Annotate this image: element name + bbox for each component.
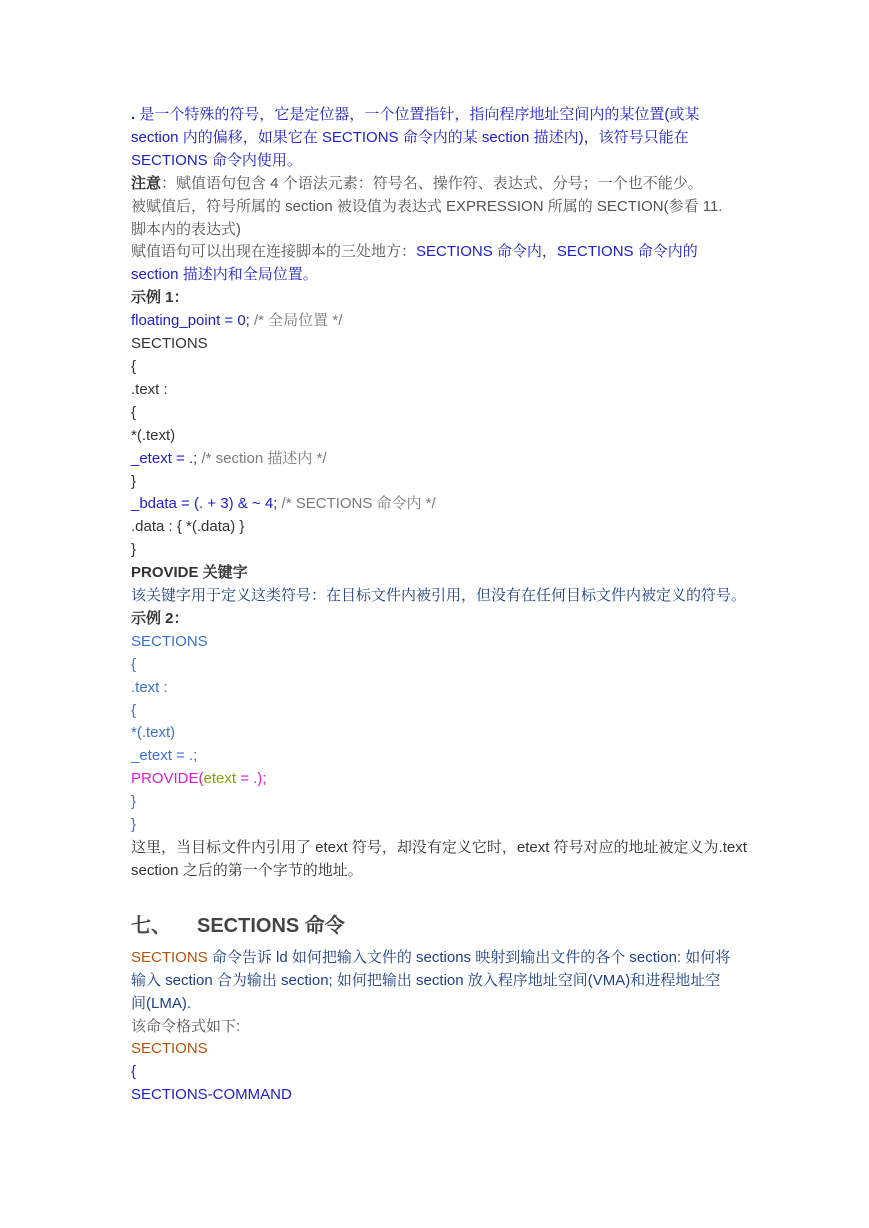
text: 是一个特殊的符号，它是定位器，一个位置指针，指向程序地址空间内的某位置(或某: [135, 106, 700, 123]
text: 命令告诉 ld 如何把输入文件的 sections 映射到输出文件的各个 section: 如何将: [207, 948, 731, 966]
code-text: _bdata = (. + 3) & ~ 4;: [131, 495, 278, 513]
paragraph-line: 被赋值后，符号所属的 section 被设值为表达式 EXPRESSION 所属的 SECTION(参看 11.: [131, 197, 723, 215]
paragraph-line: 脚本内的表达式): [131, 220, 241, 238]
document-page: [131, 104, 751, 1107]
dot-symbol: .: [131, 106, 136, 123]
example1-code: [131, 310, 751, 562]
keyword: SECTIONS: [131, 948, 208, 966]
heading-number: 七、: [131, 914, 171, 937]
code-line: [131, 539, 751, 562]
code-comment: /* SECTIONS 命令内 */: [277, 495, 436, 513]
paragraph-line: 该命令格式如下:: [131, 1017, 241, 1035]
code-text: .data : { *(.data) }: [131, 518, 245, 536]
code-line: [131, 493, 751, 516]
code-text: {: [131, 357, 137, 375]
code-text: {: [131, 403, 137, 421]
code-line: [131, 425, 751, 448]
code-comment: /* section 描述内 */: [197, 449, 327, 467]
code-line: [131, 448, 751, 471]
note-line: [131, 173, 751, 196]
paragraph-line: 间(LMA).: [131, 994, 192, 1012]
text: SECTIONS 命令内，SECTIONS 命令内的: [416, 243, 698, 261]
paragraph-line: [131, 241, 751, 264]
code-line: [131, 516, 751, 539]
code-line: }: [131, 793, 137, 811]
code-text: .text :: [131, 380, 168, 398]
code-line: [131, 379, 751, 402]
code-line: *(.text): [131, 724, 176, 742]
provide-title: PROVIDE 关键字: [131, 564, 248, 582]
text: 赋值语句可以出现在连接脚本的三处地方：: [131, 243, 417, 261]
code-token: (: [198, 770, 204, 788]
code-text: _etext = .;: [131, 449, 198, 467]
paragraph-line: section 之后的第一个字节的地址。: [131, 861, 363, 879]
code-line: SECTIONS: [131, 632, 208, 650]
code-line: [131, 333, 751, 356]
code-line: SECTIONS: [131, 1040, 208, 1058]
code-keyword: PROVIDE: [131, 770, 199, 788]
paragraph-line: 输入 section 合为输出 section; 如何把输出 section 放入程序地址空间(VMA)和进程地址空: [131, 971, 721, 989]
note-text: ：赋值语句包含 4 个语法元素：符号名、操作符、表达式、分号；一个也不能少。: [161, 174, 703, 192]
code-line: {: [131, 701, 137, 719]
code-text: floating_point = 0;: [131, 312, 250, 330]
paragraph-line: 这里，当目标文件内引用了 etext 符号，却没有定义它时，etext 符号对应的地址被定义为.text: [131, 839, 747, 856]
section-heading: [131, 913, 751, 939]
paragraph-line: SECTIONS 命令内使用。: [131, 151, 302, 169]
code-line: _etext = .;: [131, 747, 198, 765]
code-comment: /* 全局位置 */: [249, 312, 343, 330]
code-line: }: [131, 816, 137, 834]
code-line: {: [131, 1063, 137, 1081]
paragraph-line: [131, 947, 751, 970]
code-line: [131, 402, 751, 425]
code-text: *(.text): [131, 426, 176, 444]
code-line: [131, 356, 751, 379]
code-line: {: [131, 655, 137, 673]
example2-code: [131, 631, 751, 768]
code-token: etext: [203, 770, 237, 788]
code-text: SECTIONS: [131, 335, 208, 353]
code-line: SECTIONS-COMMAND: [131, 1086, 292, 1104]
code-text: }: [131, 472, 137, 490]
example-title: 示例 2：: [131, 609, 189, 627]
paragraph-line: [131, 104, 751, 127]
code-token: = .);: [236, 770, 267, 788]
note-label: 注意: [131, 174, 162, 192]
code-text: }: [131, 541, 137, 559]
code-line: [131, 310, 751, 333]
provide-description: 该关键字用于定义这类符号：在目标文件内被引用，但没有在任何目标文件内被定义的符号。: [131, 587, 747, 605]
code-line: [131, 471, 751, 494]
paragraph-line: section 描述内和全局位置。: [131, 266, 318, 284]
code-line: .text :: [131, 678, 168, 696]
paragraph-line: section 内的偏移，如果它在 SECTIONS 命令内的某 section 描述内)，该符号只能在: [131, 128, 689, 146]
heading-title: SECTIONS 命令: [197, 914, 345, 937]
example-title: 示例 1：: [131, 289, 189, 307]
provide-code-line: [131, 768, 751, 791]
